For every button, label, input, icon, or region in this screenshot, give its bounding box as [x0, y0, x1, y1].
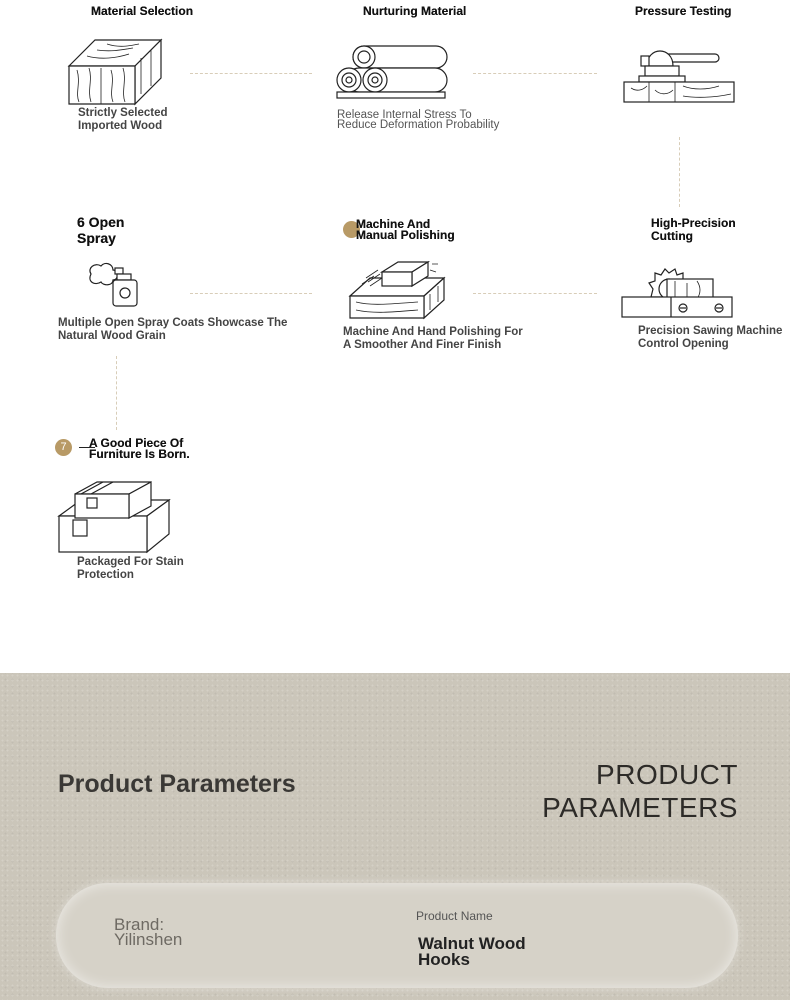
dashed-connector [190, 73, 312, 74]
title-line: Cutting [651, 229, 693, 243]
desc-line: Precision Sawing Machine [638, 325, 783, 337]
step-polishing-desc [343, 326, 523, 352]
dashed-connector [473, 73, 597, 74]
step-cutting-desc [638, 325, 782, 351]
step-material-selection-desc [78, 107, 167, 133]
brand-label: Brand: [114, 915, 165, 934]
step-polishing-title [356, 219, 455, 241]
desc-line: Packaged For Stain [77, 556, 184, 568]
parameters-heading-big [542, 758, 738, 824]
product-name-line: Walnut Wood [418, 934, 526, 953]
desc-line: Control Opening [638, 338, 729, 350]
spray-can-icon [87, 262, 141, 310]
package-boxes-icon [57, 480, 171, 556]
parameters-heading: Product Parameters [58, 770, 296, 798]
dashed-connector [116, 356, 117, 430]
step-nurturing-material-desc [337, 110, 499, 130]
logs-icon [335, 42, 451, 100]
title-line: A Good Piece Of [89, 436, 184, 450]
product-parameters-section [0, 673, 790, 1000]
desc-line: Reduce Deformation Probability [337, 119, 500, 131]
title-line: Furniture Is Born. [89, 447, 190, 461]
polishing-icon [348, 258, 446, 320]
title-line: High-Precision [651, 216, 736, 230]
step-nurturing-material-title: Nurturing Material [363, 4, 467, 18]
desc-line: Multiple Open Spray Coats Showcase The [58, 317, 288, 329]
product-name-label: Product Name [416, 909, 493, 923]
heading-line: PRODUCT [596, 759, 738, 790]
desc-line: Machine And Hand Polishing For [343, 326, 523, 338]
title-line: Machine And [356, 217, 431, 231]
desc-line: Protection [77, 569, 134, 581]
step-spray-title [77, 214, 124, 246]
desc-line: A Smoother And Finer Finish [343, 339, 502, 351]
step-material-selection-title: Material Selection [91, 4, 194, 18]
dashed-connector [679, 137, 680, 207]
parameters-card [56, 883, 738, 988]
product-name-value [418, 936, 526, 968]
title-line: 6 Open [77, 214, 125, 230]
step-cutting-title [651, 217, 736, 243]
step-furniture-title [89, 438, 190, 460]
desc-line: Strictly Selected [78, 107, 168, 119]
step-badge: 7 [55, 439, 72, 456]
saw-machine-icon [621, 265, 735, 319]
title-line: Spray [77, 230, 116, 246]
title-line: Manual Polishing [356, 228, 455, 242]
wood-block-icon [67, 38, 163, 106]
step-furniture-desc [77, 556, 184, 582]
heading-line: PARAMETERS [542, 792, 738, 823]
brand-value [114, 917, 182, 947]
desc-line: Release Internal Stress To [337, 109, 472, 121]
step-spray-desc [58, 317, 287, 343]
brand-name: Yilinshen [114, 930, 183, 949]
product-name-line: Hooks [418, 950, 470, 969]
press-icon [623, 40, 735, 104]
step-pressure-testing-title: Pressure Testing [635, 4, 732, 18]
desc-line: Natural Wood Grain [58, 330, 166, 342]
dashed-connector [473, 293, 597, 294]
desc-line: Imported Wood [78, 120, 163, 132]
dashed-connector [190, 293, 312, 294]
